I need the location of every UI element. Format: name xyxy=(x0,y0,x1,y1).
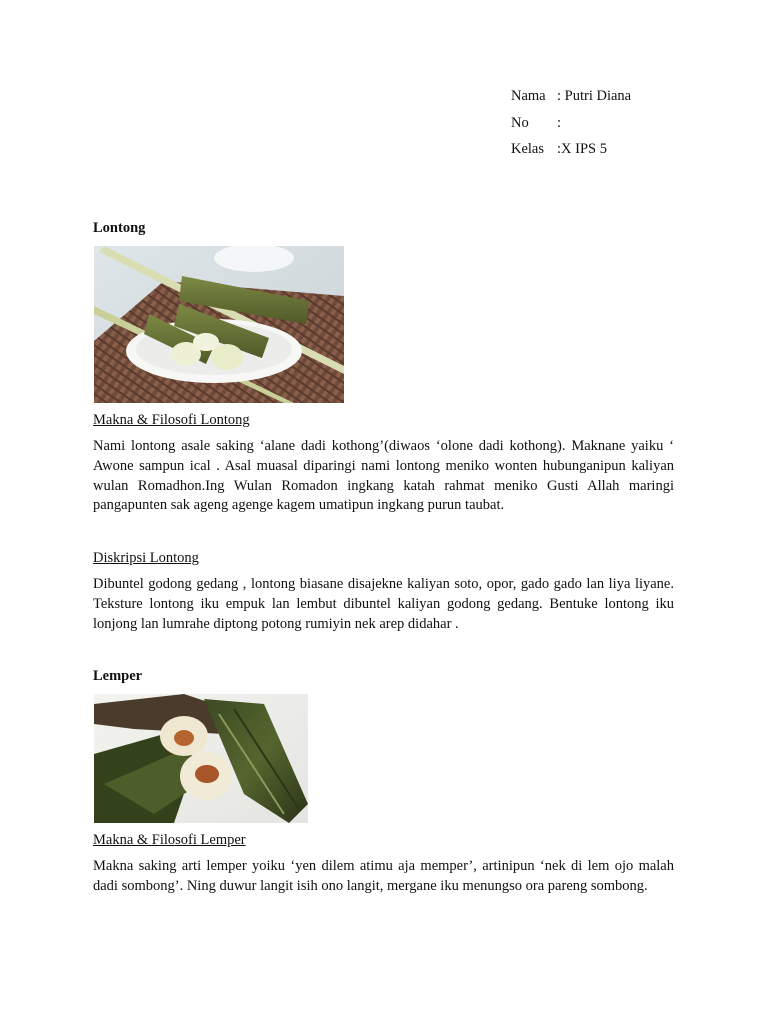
class-row xyxy=(511,139,631,166)
lontong-meaning-text: Nami lontong asale saking ‘alane dadi kothong’(diwaos ‘olone dadi kothong). Maknane yaiku ‘ Awone sampun ical . Asal muasal diparingi nami lontong meniko wonten hubunganipun kaliyan wulan Romadhon.Ing Wulan Romadon ingkang katah rahmat meniko Gusti Allah maringi pangapunten sak ageng agenge kagem umatipun ingkang purun taubat. xyxy=(93,438,674,514)
lontong-title: Lontong xyxy=(93,220,146,236)
lemper-photo xyxy=(94,694,308,823)
lontong-photo xyxy=(94,246,344,403)
lontong-description-text: Dibuntel godong gedang , lontong biasane disajekne kaliyan soto, opor, gado gado lan liya liyane. Teksture lontong iku empuk lan lembut dibuntel kaliyan godong gedang. Bentuke lontong iku lonjong lan lumrahe diptong potong rumiyin nek arep didahar . xyxy=(93,576,674,632)
class-label: Kelas xyxy=(511,141,545,157)
class-value: :X IPS 5 xyxy=(557,141,607,157)
name-row xyxy=(511,86,631,113)
number-label: No xyxy=(511,114,529,131)
lemper-meaning-text: Makna saking arti lemper yoiku ‘yen dilem atimu aja memper’, artinipun ‘nek di lem ojo malah dadi sombong’. Ning duwur langit isih ono langit, mergane iku menungso ora pareng sombong. xyxy=(93,858,674,894)
number-row xyxy=(511,113,631,140)
lontong-meaning-heading: Makna & Filosofi Lontong xyxy=(93,412,250,428)
lemper-meaning-heading: Makna & Filosofi Lemper xyxy=(93,832,246,848)
student-info xyxy=(511,86,631,166)
number-value: : xyxy=(557,114,562,131)
lontong-description-heading: Diskripsi Lontong xyxy=(93,550,199,566)
name-value: : Putri Diana xyxy=(557,88,632,104)
lemper-title: Lemper xyxy=(93,668,143,684)
name-label: Nama xyxy=(511,88,546,104)
